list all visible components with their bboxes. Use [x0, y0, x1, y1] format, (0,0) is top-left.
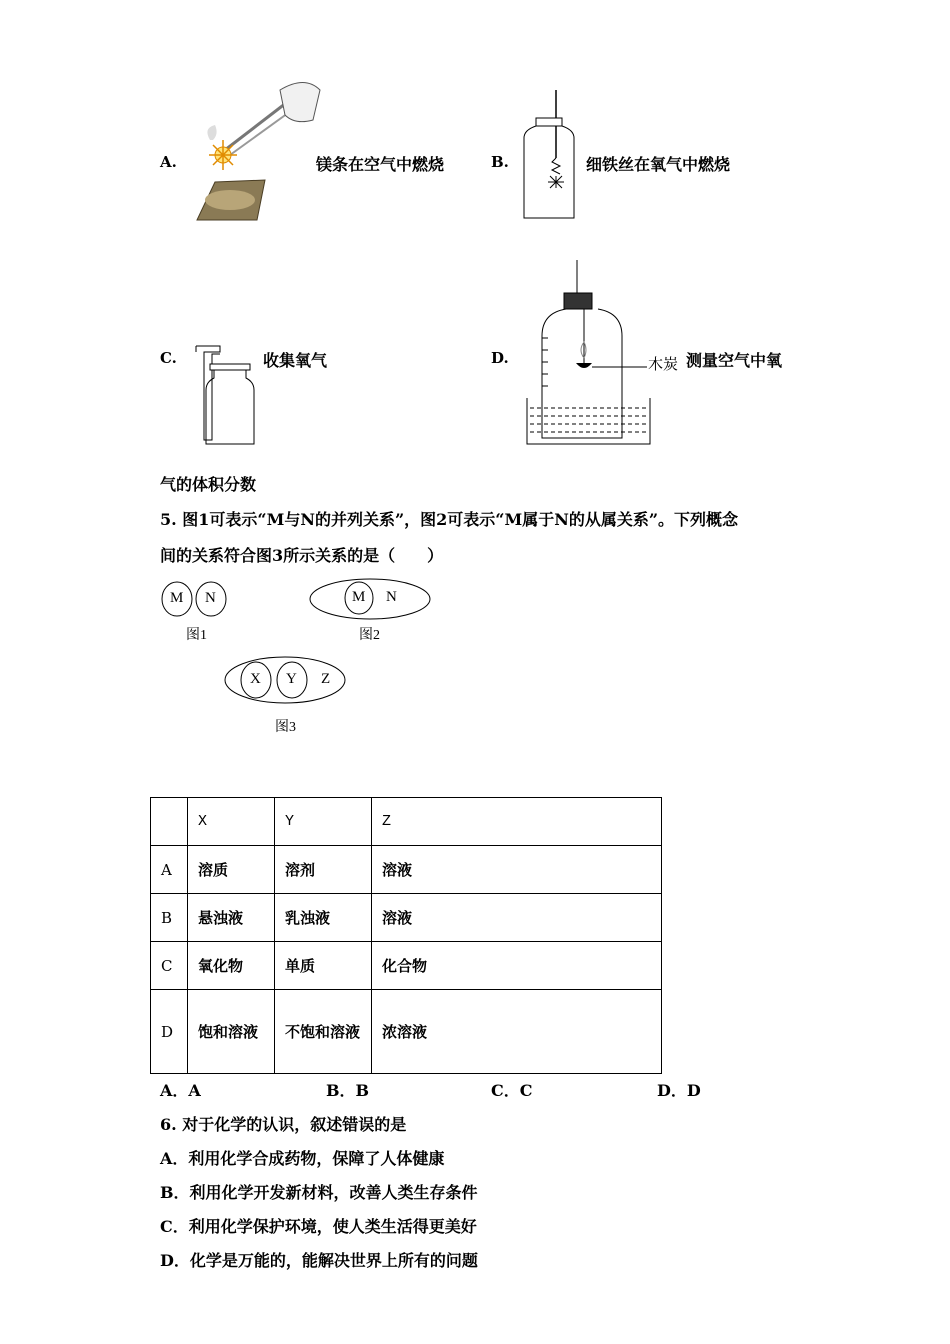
- table-header-cell: [151, 798, 188, 846]
- table-cell: 溶剂: [275, 846, 372, 894]
- charcoal-label: 木炭: [648, 353, 678, 374]
- table-header-cell: Z: [372, 798, 662, 846]
- figure-1: [160, 580, 230, 620]
- table-cell: 不饱和溶液: [275, 990, 372, 1074]
- table-row: [151, 846, 662, 894]
- iron-wire-bottle-illustration: [518, 88, 580, 224]
- rubber-stopper: [564, 293, 592, 309]
- bell-jar: [542, 309, 622, 438]
- water-trough: [527, 398, 650, 444]
- table-header-cell: Y: [275, 798, 372, 846]
- fig1-m-label: M: [170, 590, 184, 606]
- option-c-letter: C.: [160, 349, 177, 367]
- table-cell: 化合物: [372, 942, 662, 990]
- table-cell: B: [151, 894, 188, 942]
- fig3-z-label: Z: [321, 671, 331, 687]
- table-cell: C: [151, 942, 188, 990]
- fig2-n-label: N: [386, 589, 397, 605]
- q6-option-d[interactable]: D．化学是万能的，能解决世界上所有的问题: [160, 1251, 478, 1270]
- table-cell: A: [151, 846, 188, 894]
- fig3-y-label: Y: [286, 671, 297, 687]
- fig3-caption: 图3: [275, 720, 296, 735]
- table-cell: 单质: [275, 942, 372, 990]
- fig2-m-label: M: [352, 589, 366, 605]
- table-cell: 溶液: [372, 846, 662, 894]
- q6-option-b[interactable]: B．利用化学开发新材料，改善人类生存条件: [160, 1183, 478, 1202]
- q5-stem-line1: 5. 图1可表示“M与N的并列关系”，图2可表示“M属于N的从属关系”。下列概念: [160, 510, 739, 529]
- fig2-caption: 图2: [359, 628, 380, 643]
- table-row: [151, 990, 662, 1074]
- combustion-spoon: [576, 363, 592, 368]
- ash-pile: [205, 190, 255, 210]
- table-cell: D: [151, 990, 188, 1074]
- tongs: [225, 100, 290, 150]
- q5-stem-line2: 间的关系符合图3所示关系的是（ ）: [160, 546, 444, 565]
- magnesium-burning-illustration: [185, 70, 325, 230]
- spark-icon: [548, 176, 564, 188]
- figure-2: [308, 577, 432, 621]
- table-cell: 乳浊液: [275, 894, 372, 942]
- q6-option-c[interactable]: C．利用化学保护环境，使人类生活得更美好: [160, 1217, 477, 1236]
- fig3-x-label: X: [250, 671, 261, 687]
- hand: [280, 83, 320, 122]
- table-row: [151, 894, 662, 942]
- option-a-caption: 镁条在空气中燃烧: [316, 155, 445, 174]
- table-cell: 溶质: [188, 846, 275, 894]
- table-row: [151, 942, 662, 990]
- q6-option-a[interactable]: A．利用化学合成药物，保障了人体健康: [160, 1149, 445, 1168]
- options-table: [150, 797, 662, 1074]
- collecting-bottle: [206, 370, 254, 444]
- table-cell: 浓溶液: [372, 990, 662, 1074]
- q6-stem: 6. 对于化学的认识，叙述错误的是: [160, 1115, 407, 1134]
- q5-option-b[interactable]: B．B: [326, 1081, 370, 1100]
- bottle-mouth: [536, 118, 562, 126]
- water-lines: [530, 408, 647, 432]
- table-cell: 氧化物: [188, 942, 275, 990]
- fig1-n-label: N: [205, 590, 216, 606]
- option-d-letter: D.: [491, 349, 509, 367]
- q5-option-a[interactable]: A．A: [160, 1081, 201, 1100]
- delivery-tube: [196, 346, 220, 440]
- fig1-caption: 图1: [186, 628, 207, 643]
- option-d-caption-cont: 气的体积分数: [160, 475, 257, 494]
- q5-option-c[interactable]: C．C: [491, 1081, 533, 1100]
- table-cell: 悬浊液: [188, 894, 275, 942]
- figure-3: [223, 655, 347, 705]
- option-b-letter: B.: [491, 153, 509, 171]
- table-header-row: [151, 798, 662, 846]
- white-smoke: [207, 125, 216, 140]
- option-d-caption: 测量空气中氧: [686, 351, 783, 370]
- option-c-caption: 收集氧气: [263, 351, 328, 370]
- option-a-letter: A.: [160, 153, 177, 171]
- table-cell: 饱和溶液: [188, 990, 275, 1074]
- collect-oxygen-illustration: [190, 340, 260, 446]
- option-b-caption: 细铁丝在氧气中燃烧: [586, 155, 731, 174]
- q5-option-d[interactable]: D．D: [657, 1081, 701, 1100]
- bottle-cap: [210, 364, 250, 370]
- scale-marks: [542, 338, 548, 386]
- wire-coil: [552, 158, 560, 174]
- table-cell: 溶液: [372, 894, 662, 942]
- gas-bottle: [524, 126, 574, 218]
- table-header-cell: X: [188, 798, 275, 846]
